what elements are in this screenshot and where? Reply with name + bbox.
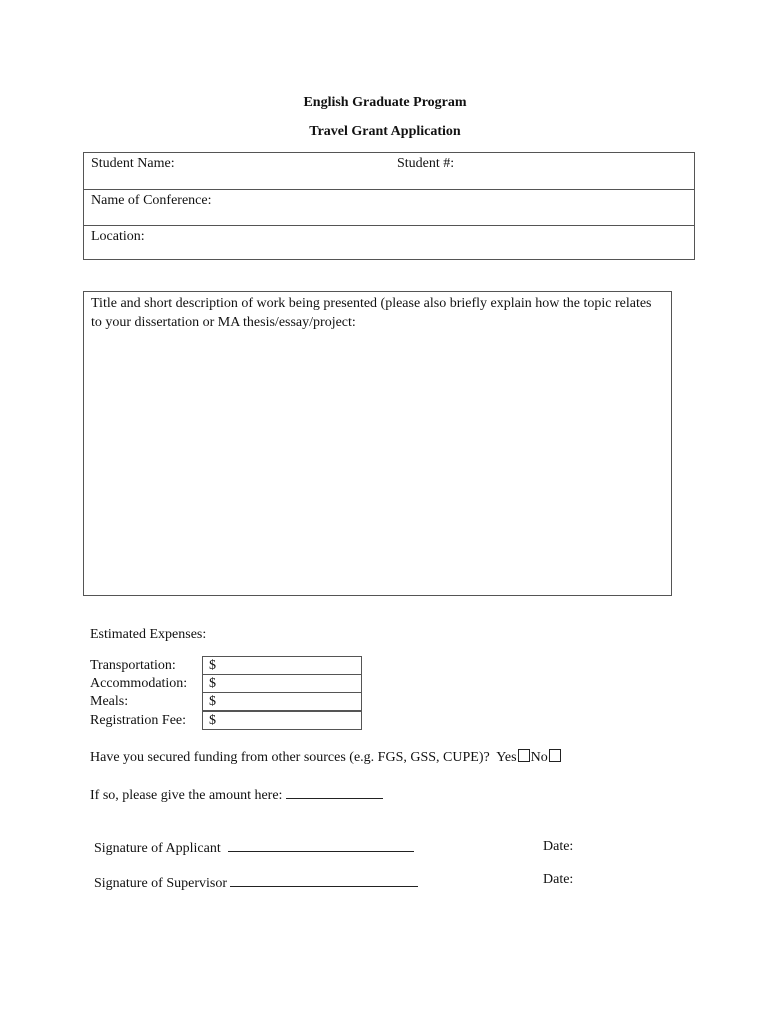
supervisor-date-label: Date: <box>543 872 574 887</box>
conference-row <box>84 189 694 226</box>
program-title: English Graduate Program <box>303 95 467 110</box>
no-label: No <box>530 750 548 765</box>
expense-label-registration: Registration Fee: <box>90 713 187 728</box>
expenses-heading: Estimated Expenses: <box>90 627 207 642</box>
currency-symbol: $ <box>209 658 216 673</box>
student-name-label: Student Name: <box>91 156 175 171</box>
currency-symbol: $ <box>209 713 216 728</box>
meals-amount-field[interactable] <box>202 692 362 711</box>
applicant-date-label: Date: <box>543 839 574 854</box>
funding-amount-prompt: If so, please give the amount here: <box>90 788 283 803</box>
funding-amount-row <box>90 786 383 804</box>
funding-amount-line[interactable] <box>286 786 383 799</box>
student-row <box>84 153 694 189</box>
funding-question: Have you secured funding from other sources (e.g. FGS, GSS, CUPE)? <box>90 750 490 765</box>
yes-label: Yes <box>496 750 517 765</box>
location-label: Location: <box>91 229 145 244</box>
expense-label-accommodation: Accommodation: <box>90 676 188 691</box>
description-box[interactable] <box>83 291 672 596</box>
no-checkbox[interactable] <box>549 749 561 762</box>
expense-label-meals: Meals: <box>90 694 129 709</box>
conference-label: Name of Conference: <box>91 193 212 208</box>
currency-symbol: $ <box>209 694 216 709</box>
currency-symbol: $ <box>209 676 216 691</box>
applicant-signature-row <box>94 839 414 857</box>
location-row <box>84 225 694 262</box>
expense-label-transportation: Transportation: <box>90 658 176 673</box>
registration-amount-field[interactable] <box>202 711 362 730</box>
yes-checkbox[interactable] <box>518 749 530 762</box>
student-info-table <box>83 152 695 260</box>
applicant-signature-line[interactable] <box>228 839 414 852</box>
transportation-amount-field[interactable] <box>202 656 362 675</box>
student-number-label: Student #: <box>397 156 455 171</box>
applicant-signature-label: Signature of Applicant <box>94 841 221 856</box>
description-prompt: Title and short description of work being presented (please also briefly explain how the topic relates to your dissertation or MA thesis/essay/project: <box>91 296 652 330</box>
supervisor-signature-row <box>94 874 418 892</box>
supervisor-signature-label: Signature of Supervisor <box>94 876 227 891</box>
funding-question-row <box>90 749 562 766</box>
accommodation-amount-field[interactable] <box>202 674 362 693</box>
supervisor-signature-line[interactable] <box>230 874 418 887</box>
form-title: Travel Grant Application <box>309 124 461 139</box>
